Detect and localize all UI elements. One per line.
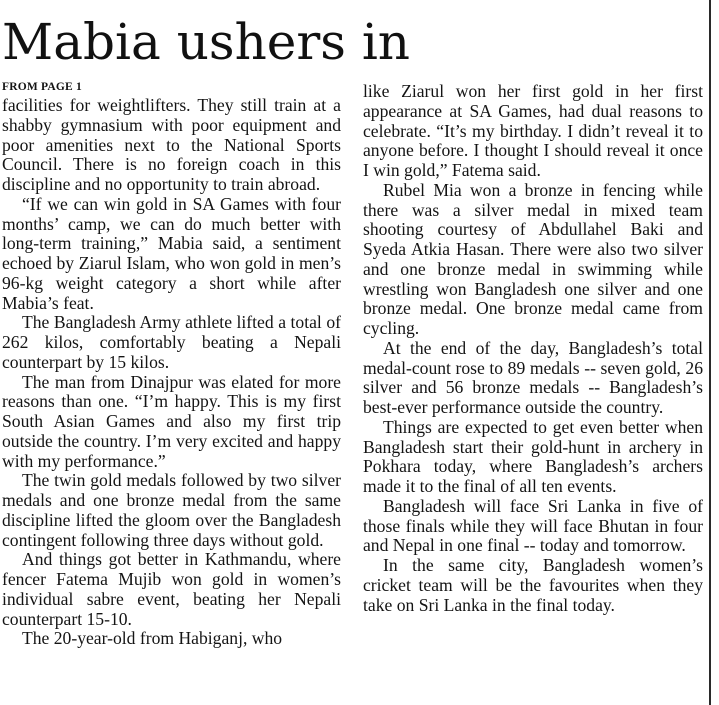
- paragraph-habiganj: The 20-year-old from Habiganj, who: [22, 628, 283, 649]
- paragraph-army-athlete: The Bangladesh Army athlete lifted a total of 262 kilos, comfortably beating a Nepali counterpart by 15 kilos.: [2, 312, 341, 372]
- article-column-left: [2, 79, 341, 649]
- paragraph-facilities: facilities for weightlifters. They still train at a shabby gymnasium with poor equipment and poor amenities next to the National Sports Council. There is no foreign coach in this discipline and no opportunity to train abroad.: [2, 95, 341, 194]
- paragraph-archery: Things are expected to get even better when Bangladesh start their gold-hunt in archery in Pokhara today, where Bangladesh’s archers made it to the final of all ten events.: [363, 416, 703, 496]
- paragraph-medal-count: At the end of the day, Bangladesh’s total medal-count rose to 89 medals -- seven gold, 26 silver and 56 bronze medals -- Bangladesh’s best-ever performance outside the country.: [363, 337, 703, 417]
- paragraph-dinajpur: The man from Dinajpur was elated for more reasons than one. “I’m happy. This is my first South Asian Games and also my first trip outside the country. I’m very excited and happy with my performance.”: [2, 371, 341, 471]
- continuation-kicker: FROM PAGE 1: [2, 81, 82, 93]
- paragraph-birthday: like Ziarul won her first gold in her first appearance at SA Games, had dual reasons to celebrate. “It’s my birthday. I didn’t reveal it to anyone before. I thought I should reveal it once I win gold,” Fatema said.: [363, 81, 703, 180]
- article-column-right: [363, 82, 703, 615]
- paragraph-twin-gold: The twin gold medals followed by two silver medals and one bronze medal from the same discipline lifted the gloom over the Bangladesh contingent following three days without gold.: [2, 470, 341, 550]
- paragraph-rubel-mia: Rubel Mia won a bronze in fencing while there was a silver medal in mixed team shooting courtesy of Abdullahel Baki and Syeda Atkia Hasan. There were also two silver and one bronze medal in swimming while wrestling won Bangladesh one silver and one bronze medal. One bronze medal came from cycling.: [363, 179, 703, 338]
- paragraph-cricket: In the same city, Bangladesh women’s cricket team will be the favourites when they take on Sri Lanka in the final today.: [363, 555, 703, 615]
- paragraph-kathmandu-fencer: And things got better in Kathmandu, where fencer Fatema Mujib won gold in women’s individual sabre event, beating her Nepali counterpart 15-10.: [2, 549, 341, 629]
- column-edge-rule: [709, 0, 711, 705]
- headline: Mabia ushers in: [2, 13, 411, 71]
- paragraph-finals: Bangladesh will face Sri Lanka in five of those finals while they will face Bhutan in four and Nepal in one final -- today and tomorrow.: [363, 495, 703, 556]
- paragraph-mabia-quote: “If we can win gold in SA Games with four months’ camp, we can do much better with long-term training,” Mabia said, a sentiment echoed by Ziarul Islam, who won gold in men’s 96-kg weight category a short while after Mabia’s feat.: [2, 193, 341, 313]
